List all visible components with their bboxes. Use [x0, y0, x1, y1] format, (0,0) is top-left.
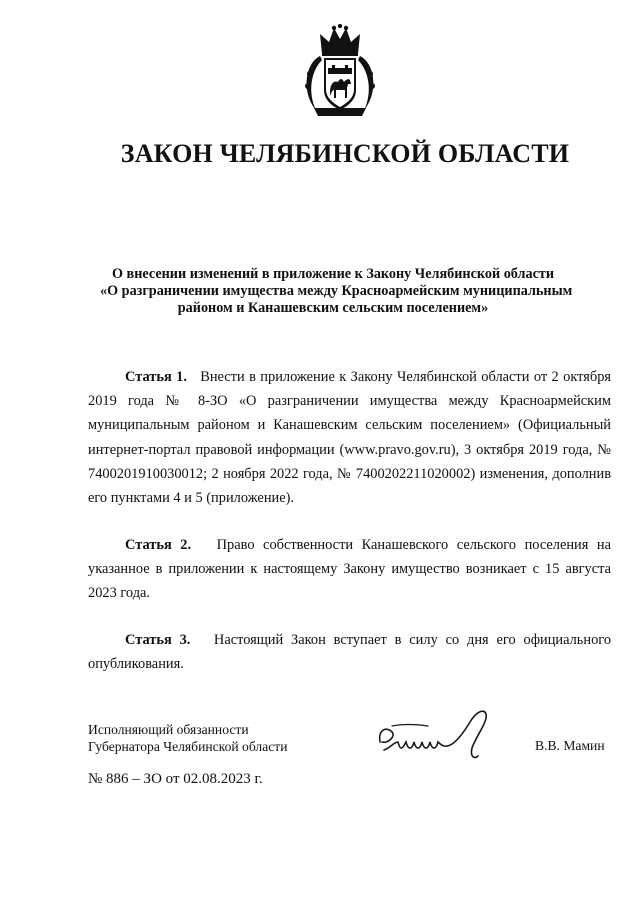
signatory-position — [88, 721, 288, 755]
article-1 — [88, 365, 611, 510]
article-1-text: Внести в приложение к Закону Челябинской области от 2 октября 2019 года № 8-ЗО «О разграничении имущества между Красноармейским муниципальным районом и Канашевским сельским поселением» (Официальный интернет-портал правовой информации (www.pravo.gov.ru), 3 октября 2019 года, № 7400201910030012; 2 ноября 2022 года, № 7400202211020002) изменения, дополнив его пунктами 4 и 5 (приложение). — [88, 369, 612, 507]
subtitle-line-1: О внесении изменений в приложение к Закону Челябинской области — [111, 266, 555, 282]
document-title: ЗАКОН ЧЕЛЯБИНСКОЙ ОБЛАСТИ — [120, 139, 570, 168]
article-1-heading: Статья 1. — [125, 369, 187, 385]
law-subtitle — [100, 266, 573, 317]
subtitle-line-2: «О разграничении имущества между Красноармейским муниципальным — [100, 283, 573, 299]
article-3 — [88, 628, 611, 676]
article-3-heading: Статья 3. — [125, 632, 191, 648]
law-number-date: № 886 – ЗО от 02.08.2023 г. — [88, 771, 263, 787]
article-2-heading: Статья 2. — [125, 537, 192, 553]
article-2 — [88, 533, 611, 606]
signatory-position-line-1: Исполняющий обязанности — [88, 722, 249, 737]
article-3-text: Настоящий Закон вступает в силу со дня его официального опубликования. — [88, 632, 612, 673]
subtitle-line-3: районом и Канашевским сельским поселением» — [177, 300, 489, 316]
signatory-position-line-2: Губернатора Челябинской области — [88, 739, 288, 754]
handwritten-signature — [372, 706, 502, 762]
chelyabinsk-coat-of-arms-icon — [296, 24, 384, 120]
article-2-text: Право собственности Канашевского сельского поселения на указанное в приложении к настоящему Закону имущество возникает с 15 августа 2023 года. — [88, 537, 611, 602]
signatory-name: В.В. Мамин — [535, 738, 605, 753]
